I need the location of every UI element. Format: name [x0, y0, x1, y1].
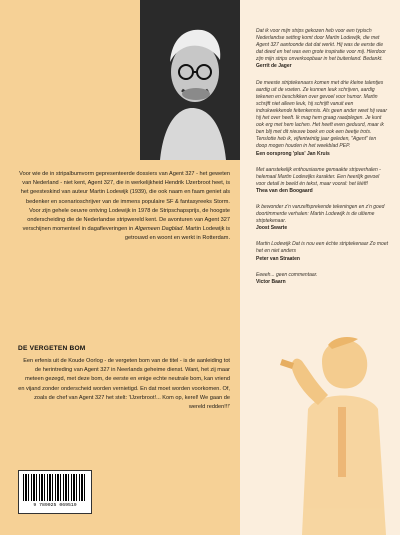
barcode-digits: 9 789025 069519: [33, 503, 77, 508]
quote-block: [256, 28, 388, 71]
quote-block: [256, 204, 388, 232]
quote-text: Ik bewonder z'n vanzelfsprekende tekeningen en z'n goed doortimmerde verhalen: Martin Lodewijk is de ultieme striptekenaar.: [256, 203, 385, 225]
quote-block: [256, 167, 388, 195]
quote-text: Dat ik voor mijn strips gekozen heb voor een typisch Nederlandse setting komt door Martin Lodewijk, die met Agent 327 aantoonde dat dat werkt. Hij was de eerste die dat deed en het was een grote inspiratie voor mij. Hierdoor zijn mijn strips onverkoopbaar in het buitenland. Bedankt.: [256, 28, 386, 63]
quote-block: [256, 272, 388, 286]
quotes-column: [256, 28, 388, 295]
quote-author: Victor Baarn: [256, 278, 286, 285]
quote-text: Met aanstekelijk enthousiasme gemaakte stripverhalen - helemaal Martin Lodewijks karakter. Een heerlijk gevoel voor detail in beeld én tekst, maar vooral: het lééft!: [256, 166, 381, 187]
quote-text: Eeeeh... geen commentaar.: [256, 271, 318, 278]
quote-author: Thea van den Boogaard: [256, 187, 313, 194]
quote-text: De meeste striptekenaars komen met drie kleine talentjes aardig uit de voeten. Ze kunnen leuk schrijven, aardig tekenen en beschikken over gevoel voor humor. Martin schrijft niet alleen leuk, hij schrijft vanuit een indrukwekkende feitenkennis. Als geen ander weet hij waar hij het over heeft. Ik mag hem graag raadplegen. Je kunt ook erg met hem lachen. Het heeft even geduurd, maar ik ben blij met dit nieuwe boek en ook een beetje trots. Tenslotte heb ik, vijfentwintig jaar geleden, "Agent" ten doop mogen houden in het weekblad PEP.: [256, 79, 388, 150]
author-biography: [18, 170, 230, 244]
quote-author: Gerrit de Jager: [256, 63, 292, 70]
quote-author: Peter van Straaten: [256, 255, 300, 262]
quote-author: Joost Swarte: [256, 225, 288, 232]
biography-text-after: . Martin Lodewijk is getrouwd en woont en werkt in Rotterdam.: [124, 226, 230, 242]
quote-author: Een oorsprong 'plus' Jan Kruis: [256, 150, 330, 157]
portrait-photo-icon: [140, 0, 240, 160]
quote-block: [256, 241, 388, 262]
publication-name: Algemeen Dagblad: [134, 226, 183, 233]
biography-text-before: Voor wie de in stripalbumvorm gepresenteerde dossiers van Agent 327 - het geweten van Nederland - niet kent, Agent 327, die in werkelijkheid Hendrik IJzerbroot heet, is het geesteskind van auteur Martin Lodewijk (1939), die ook naam en faam geniet als bedenker en scenarioschrijver van de immens populaire SF & fantasyreeks Storm. Voor zijn gehele oeuvre ontving Lodewijk in 1978 de Stripschapsprijs, de hoogste onderscheiding die de Nederlandse stripwereld kent. De avonturen van Agent 327 verschijnen momenteel in dagafleveringen in: [19, 171, 230, 233]
quote-block: [256, 80, 388, 158]
barcode: [18, 470, 92, 514]
agent-figure-icon: [278, 325, 400, 535]
barcode-bars: [23, 474, 87, 501]
story-summary: Een erfenis uit de Koude Oorlog - de vergeten bom van de titel - is de aanleiding tot de herintreding van Agent 327 in Neerlands geheime dienst. Want, het zij maar meteen gezegd, met deze bom, de eerste en enige echte neutrale bom, kan vriend en vijand zonder onderscheid worden vernietigd. En dat moet worden voorkomen. Of, zoals de chef van Agent 327 het stelt: 'IJzerbroot!... Kom op, kerel! We gaan de wereld redden!!!': [18, 358, 230, 411]
section-title: DE VERGETEN BOM: [18, 345, 86, 352]
quote-text: Martin Lodewijk Dat is nou een échte striptekenaar Zo moet het en niet anders: [256, 241, 389, 255]
